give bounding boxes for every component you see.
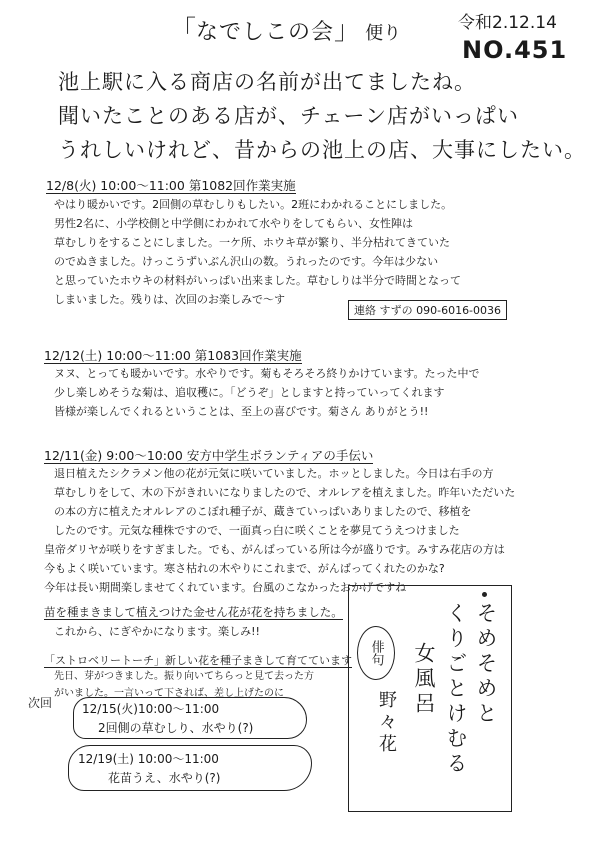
body-line: ヌヌ、とっても暖かいです。水やりです。菊もそろそろ終りかけています。たった中で bbox=[54, 367, 480, 380]
body-line: 草むしりをすることにしました。一ケ所、ホウキ草が繁り、半分枯れてきていた bbox=[54, 236, 450, 249]
next-item-date: 12/19(土) 10:00〜11:00 bbox=[78, 752, 219, 766]
section-body bbox=[54, 195, 461, 309]
body-line: やはり暖かいです。2回側の草むしりもしたい。2班にわかれることにしました。 bbox=[54, 198, 453, 211]
intro-line: 聞いたことのある店が、チェーン店がいっぱい bbox=[58, 104, 519, 128]
body-line: したのです。元気な種株ですので、一面真っ白に咲くことを夢見てうえつけました bbox=[54, 524, 460, 537]
body-line: 少し楽しめそうな菊は、追収穫に。「どうぞ」としますと持っていってくれます bbox=[54, 386, 445, 399]
haiku-author: 野々花 bbox=[376, 690, 397, 756]
section-heading: 苗を種まきまして植えつけた金せん花が花を持ちました。 bbox=[44, 605, 343, 619]
title-text: なでしこの会 bbox=[196, 20, 335, 45]
haiku-mark: 俳句 bbox=[357, 626, 395, 680]
next-item-task: 2回側の草むしり、水やり(?) bbox=[98, 721, 254, 735]
body-line: 男性2名に、小学校側と中学側にわかれて水やりをしてもらい、女性陣は bbox=[54, 217, 413, 230]
body-line: 皆様が楽しんでくれるということは、至上の喜びです。菊さん ありがとう!! bbox=[54, 405, 429, 418]
issue-date: 令和2.12.14 bbox=[458, 13, 557, 33]
body-line: 皇帝ダリヤが咲りをすぎました。でも、がんばっている所は今が盛りです。みすみ花店の方は bbox=[44, 543, 505, 556]
contact-box: 連絡 すずの 090-6016-0036 bbox=[348, 300, 507, 320]
body-line: 今年は長い期間楽しませてくれています。台風のこなかったおかげですね bbox=[44, 581, 407, 594]
section-body bbox=[54, 464, 515, 540]
body-line: と思っていたホウキの材料がいっぱい出来ました。草むしりは半分で時間となって bbox=[54, 274, 461, 287]
title-bracket-close: 」 bbox=[334, 16, 361, 46]
haiku-line: 女風呂 bbox=[412, 642, 436, 717]
body-line: 今もよく咲いています。寒さ枯れの木やりにこれまで、がんばってくれたのかな? bbox=[44, 562, 445, 575]
intro-line: 池上駅に入る商店の名前が出てましたね。 bbox=[58, 70, 476, 94]
section-heading: 12/12(土) 10:00〜11:00 第1083回作業実施 bbox=[44, 348, 302, 363]
haiku-box bbox=[348, 585, 512, 812]
next-item-task: 花苗うえ、水やり(?) bbox=[108, 771, 221, 785]
body-line: 草むしりをして、木の下がきれいになりましたので、オルレアを植えました。昨年いただいた bbox=[54, 486, 516, 499]
section-heading: 12/8(火) 10:00〜11:00 第1082回作業実施 bbox=[46, 178, 296, 193]
title-tail: 便り bbox=[365, 23, 402, 44]
title-bracket-open: 「 bbox=[170, 16, 197, 46]
body-line: がいました。一言いって下されば、差し上げたのに bbox=[54, 688, 284, 699]
issue-number: NO.451 bbox=[462, 36, 568, 64]
section-heading: 「ストロベリートーチ」新しい花を種子まきして育てています bbox=[44, 654, 352, 667]
intro-line: うれしいけれど、昔からの池上の店、大事にしたい。 bbox=[58, 138, 586, 162]
section-heading: 12/11(金) 9:00〜10:00 安方中学生ボランティアの手伝い bbox=[44, 448, 374, 463]
next-schedule-label: 次回 bbox=[28, 696, 53, 710]
newsletter-title bbox=[170, 10, 401, 47]
body-line: しまいました。残りは、次回のお楽しみで〜す bbox=[54, 293, 285, 306]
section-body bbox=[54, 622, 260, 641]
body-line: 退日植えたシクラメン他の花が元気に咲いていました。ホッとしました。今日は右手の方 bbox=[54, 467, 494, 480]
body-line: のでぬきました。けっこうずいぶん沢山の数。うれったのです。今年は少ない bbox=[54, 255, 439, 268]
haiku-line: そめそめと bbox=[474, 602, 498, 727]
body-line: これから、にぎやかになります。楽しみ!! bbox=[54, 625, 260, 638]
next-item-date: 12/15(火)10:00〜11:00 bbox=[82, 702, 220, 716]
bullet-dot bbox=[482, 592, 487, 597]
section-body bbox=[54, 364, 479, 421]
body-line: 先日、芽がつきました。振り向いてちらっと見て去った方 bbox=[54, 671, 314, 682]
haiku-line: くりごとけむる bbox=[444, 602, 468, 777]
body-line: の本の方に植えたオルレアのこぼれ種子が、蔵きていっぱいありましたので、移植を bbox=[54, 505, 472, 518]
